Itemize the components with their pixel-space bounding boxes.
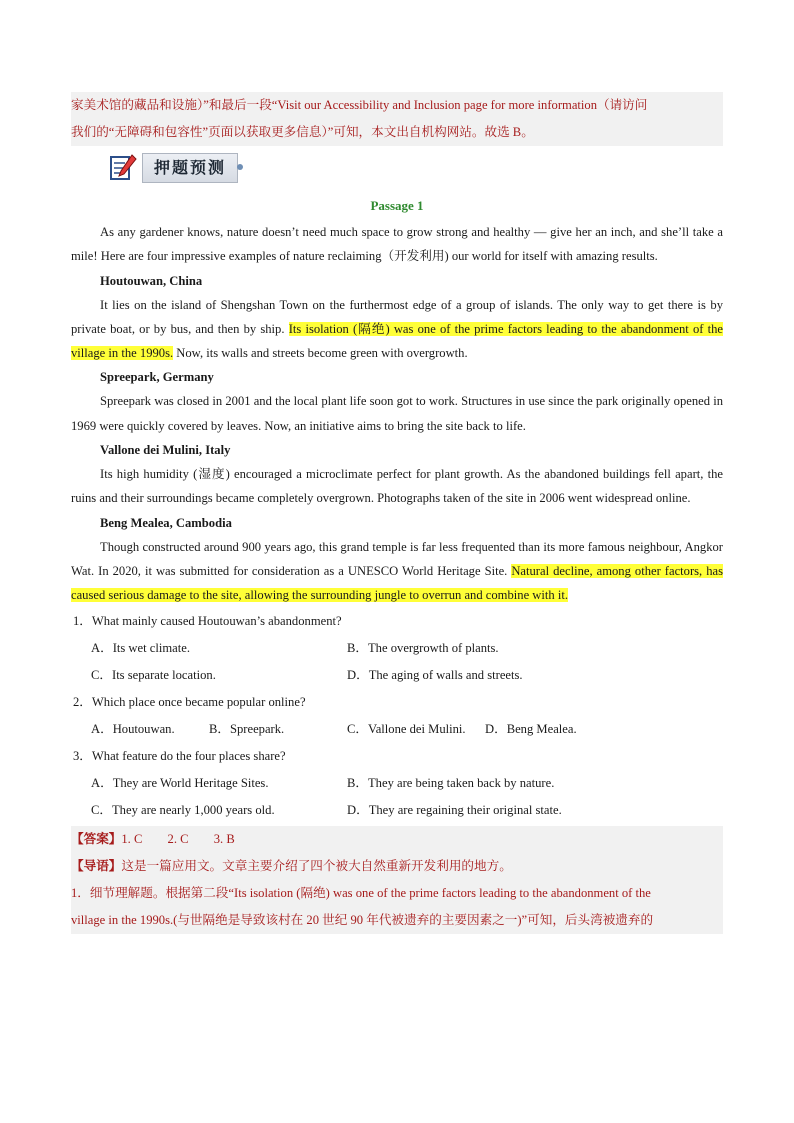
explanation-line-2: 我们的“无障碍和包容性”页面以获取更多信息）”可知，本文出自机构网站。故选 B。	[71, 125, 534, 139]
section-text-houtouwan	[71, 293, 723, 366]
section-text-vallone: Its high humidity (湿度) encouraged a microclimate perfect for plant growth. As the abandoned buildings fell apart, the ruins and their surroundings became completely overgrown. Photographs taken of the site in 2006 went widespread online.	[71, 467, 723, 506]
option-b: B．Spreepark.	[209, 721, 285, 736]
option-a: A．Houtouwan.	[91, 721, 175, 736]
question-stem: 1．What mainly caused Houtouwan’s abandonment?	[73, 613, 342, 628]
explanation-line-1: 家美术馆的藏品和设施）”和最后一段“Visit our Accessibility and Inclusion page for more information（请访问	[71, 98, 648, 112]
option-row	[71, 635, 723, 662]
option-c: C．Vallone dei Mulini.	[347, 721, 466, 736]
question-1	[71, 608, 723, 689]
option-b: B．The overgrowth of plants.	[347, 640, 499, 655]
section-heading-spreepark: Spreepark, Germany	[100, 370, 214, 385]
section-text-spreepark: Spreepark was closed in 2001 and the local plant life soon got to work. Structures in use since the park originally opened in 1969 were quickly covered by leaves. Now, an initiative aims to bring the site back to life.	[71, 394, 723, 433]
prediction-banner	[71, 146, 723, 190]
question-2	[71, 689, 723, 743]
beng-mealea-text-a: Though constructed around 900 years ago, this grand temple is far less frequented than its more famous neighbour, Angkor Wat. In 2020, it was submitted for consideration as a UNESCO World Heritage Site.	[71, 539, 723, 578]
analysis-line-1: 1．细节理解题。根据第二段“Its isolation (隔绝) was one of the prime factors leading to the abandonment of the	[71, 885, 651, 900]
option-a: A．Its wet climate.	[91, 640, 190, 655]
guide-line	[71, 853, 723, 880]
option-a: A．They are World Heritage Sites.	[91, 775, 269, 790]
option-d: D．They are regaining their original state.	[347, 802, 562, 817]
option-d: D．Beng Mealea.	[485, 721, 577, 736]
document-page	[71, 92, 723, 934]
option-d: D．The aging of walls and streets.	[347, 667, 523, 682]
section-text-beng-mealea	[71, 535, 723, 608]
answer-line	[71, 826, 723, 853]
option-row	[71, 716, 723, 743]
houtouwan-text-a: It lies on the island of Shengshan Town on the furthermost edge of a group of islands. The only way to get there is by private boat, or by bus, and then by ship.	[71, 297, 723, 336]
pencil-note-icon	[108, 152, 138, 182]
option-b: B．They are being taken back by nature.	[347, 775, 555, 790]
option-row	[71, 797, 723, 824]
section-heading-beng-mealea: Beng Mealea, Cambodia	[100, 515, 232, 530]
guide-label: 【导语】	[71, 858, 122, 873]
answer-text: 1. C 2. C 3. B	[121, 831, 235, 846]
houtouwan-text-b: Now, its walls and streets become green with overgrowth.	[173, 346, 468, 361]
answer-label: 【答案】	[71, 831, 122, 846]
banner-dot	[237, 164, 243, 170]
option-row	[71, 662, 723, 689]
previous-explanation	[71, 92, 723, 146]
section-heading-houtouwan: Houtouwan, China	[100, 273, 203, 288]
section-heading-vallone: Vallone dei Mulini, Italy	[100, 443, 231, 458]
houtouwan-highlight: Its isolation (隔绝) was one of the prime factors leading to the abandonment of the village in the 1990s.	[71, 321, 723, 361]
banner-label: 押题预测	[142, 153, 238, 183]
passage-intro: As any gardener knows, nature doesn’t need much space to grow strong and healthy — give her an inch, and she’ll take a mile! Here are four impressive examples of nature reclaiming（开发利用) our world for itself with amazing results.	[71, 225, 723, 264]
option-c: C．Its separate location.	[91, 667, 216, 682]
question-stem: 3．What feature do the four places share?	[73, 748, 286, 763]
beng-mealea-highlight: Natural decline, among other factors, has caused serious damage to the site, allowing the surrounding jungle to overrun and combine with it.	[71, 563, 723, 603]
question-3	[71, 743, 723, 824]
analysis-line-2: village in the 1990s.(与世隔绝是导致该村在 20 世纪 90 年代被遗弃的主要因素之一)”可知，后头湾被遗弃的	[71, 912, 654, 927]
passage-title: Passage 1	[370, 198, 424, 213]
option-row	[71, 770, 723, 797]
guide-text: 这是一篇应用文。文章主要介绍了四个被大自然重新开发利用的地方。	[121, 858, 512, 873]
answer-block	[71, 826, 723, 934]
option-c: C．They are nearly 1,000 years old.	[91, 802, 275, 817]
question-stem: 2．Which place once became popular online?	[73, 694, 306, 709]
